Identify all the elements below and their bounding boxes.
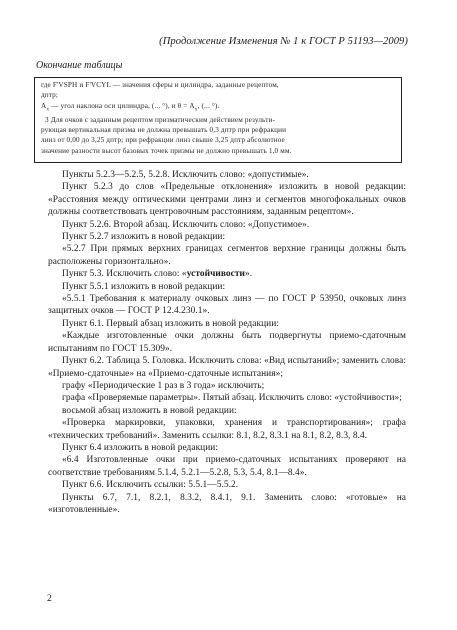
table-line-3-c: , (... °). bbox=[197, 101, 220, 110]
paragraph-10: «Каждые изготовленные очки должны быть подвергнуты приемо-сдаточным испытаниям по ГОСТ 15.309». bbox=[48, 331, 406, 354]
paragraph-7: Пункт 5.5.1 изложить в новой редакции: bbox=[62, 281, 226, 292]
table-line-3-sub2: x bbox=[194, 106, 198, 113]
paragraph-19: Пункты 6.7, 7.1, 8.2.1, 8.3.2, 8.4.1, 9.1. Заменить слово: «готовые» на «изготовленные». bbox=[48, 492, 406, 515]
table-line-3-sub: x bbox=[46, 106, 50, 113]
table-line-1: где F'VSPH и F'VCYL — значения сферы и цилиндра, заданные рецептом, bbox=[41, 81, 279, 89]
table-line-2: дптр; bbox=[41, 91, 59, 100]
table-line-3 bbox=[41, 101, 395, 115]
table-line-7: значение разности высот базовых точек призмы не должно превышать 1,0 мм. bbox=[41, 146, 292, 155]
paragraph-9: Пункт 6.1. Первый абзац изложить в новой редакции: bbox=[62, 318, 279, 329]
paragraph-6-bold: устойчивости bbox=[186, 269, 245, 280]
paragraph-6-a: Пункт 5.3. Исключить слово: « bbox=[62, 269, 187, 280]
paragraph-11: Пункт 6.2. Таблица 5. Головка. Исключить слова: «Вид испытаний»; заменить слова: «Приемо-сдаточные» на «Приемо-сдаточные испытания»; bbox=[48, 356, 406, 379]
paragraph-6-b: ». bbox=[244, 269, 253, 280]
paragraph-15: «Проверка маркировки, упаковки, хранения и транспортирования»; графа «технических требований». Заменить ссылки: 8.1, 8.2, 8.3.1 на 8.1, 8.2, 8.3, 8.4. bbox=[48, 418, 406, 441]
paragraph-3: Пункт 5.2.6. Второй абзац. Исключить слово: «Допустимое». bbox=[62, 219, 310, 230]
table-continuation-box bbox=[34, 77, 402, 163]
running-header: (Продолжение Изменения № 1 к ГОСТ Р 51193—2009) bbox=[159, 36, 408, 47]
paragraph-13: графа «Проверяемые параметры». Пятый абзац. Исключить слово: «устойчивости»; bbox=[62, 393, 402, 404]
paragraph-8: «5.5.1 Требования к материалу очковых линз — по ГОСТ Р 53950, очковых линз защитных очков — ГОСТ Р 12.4.230.1». bbox=[48, 294, 406, 317]
table-line-3-a: А bbox=[41, 101, 47, 110]
paragraph-14: восьмой абзац изложить в новой редакции: bbox=[62, 405, 237, 416]
paragraph-16: Пункт 6.4 изложить в новой редакции: bbox=[62, 442, 219, 453]
paragraph-18: Пункт 6.6. Исключить ссылки: 5.5.1—5.5.2. bbox=[62, 480, 239, 491]
table-caption: Окончание таблицы bbox=[36, 60, 123, 71]
table-line-5: рующая вертикальная призма не должна превышать 0,3 дптр при рефракции bbox=[41, 126, 287, 135]
paragraph-4: Пункт 5.2.7 изложить в новой редакции: bbox=[62, 232, 226, 243]
table-line-4: 3 Для очков с заданным рецептом призматическим действием результи- bbox=[45, 115, 276, 124]
paragraph-1: Пункты 5.2.3—5.2.5, 5.2.8. Исключить слово: «допустимые». bbox=[62, 170, 309, 180]
page-number: 2 bbox=[47, 594, 52, 604]
table-line-3-b: — угол наклона оси цилиндра, (... °), и θ = A bbox=[49, 101, 195, 110]
document-body bbox=[48, 169, 406, 516]
paragraph-17: «6.4 Изготовленные очки при приемо-сдаточных испытаниях проверяют на соответствие требованиям 5.1.4, 5.2.1—5.2.8, 5.3, 5.4, 8.1—8.4». bbox=[48, 455, 406, 478]
paragraph-12: графу «Периодические 1 раз в 3 года» исключить; bbox=[62, 380, 265, 391]
paragraph-6 bbox=[48, 268, 406, 280]
table-line-6: линз от 0,00 до 3,25 дптр; при рефракции линз свыше 3,25 дптр абсолютное bbox=[41, 136, 285, 145]
paragraph-2: Пункт 5.2.3 до слов «Предельные отклонения» изложить в новой редакции: «Расстояния между оптическими центрами линз и сегментов многофокальных очков должны соответствовать центровочным расстояниям, заданным рецептом». bbox=[48, 182, 406, 218]
paragraph-5: «5.2.7 При прямых верхних границах сегментов верхние границы должны быть расположены горизонтально». bbox=[48, 244, 406, 267]
